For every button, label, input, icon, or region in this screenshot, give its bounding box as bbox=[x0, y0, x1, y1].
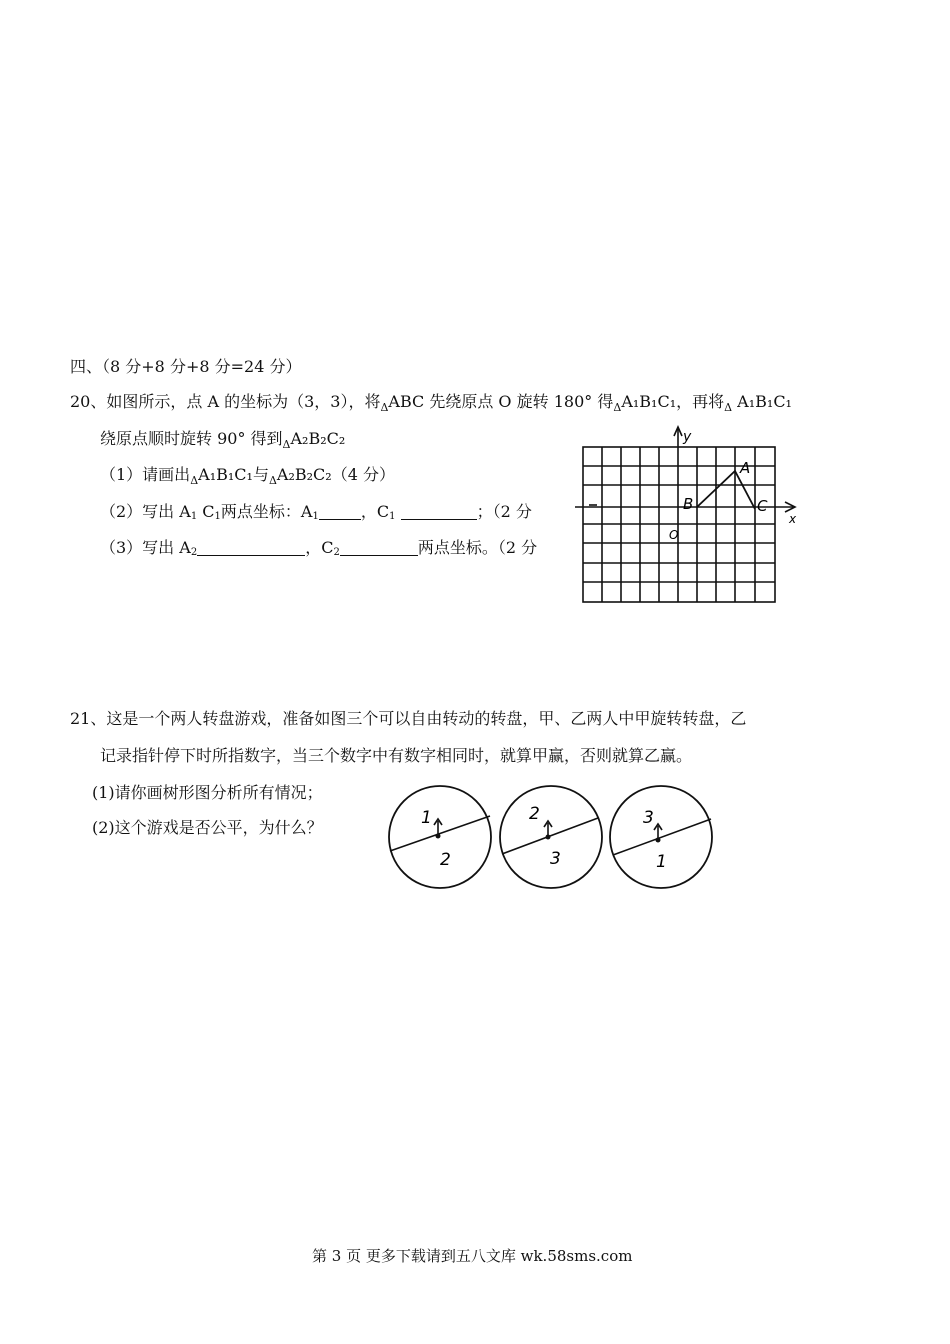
triangle-symbol: Δ bbox=[282, 438, 291, 451]
subscript: 1 bbox=[389, 511, 396, 522]
spinner-2-bottom-number: 3 bbox=[550, 849, 561, 869]
triangle-a1b1c1: A₁B₁C₁ bbox=[737, 392, 792, 411]
grid-horizontal-lines bbox=[583, 466, 775, 582]
origin-label: O bbox=[669, 528, 679, 542]
q21-part1: (1)请你画树形图分析所有情况； bbox=[92, 783, 323, 802]
q21-line1: 21、这是一个两人转盘游戏，准备如图三个可以自由转动的转盘，甲、乙两人中甲旋转转盘，乙 bbox=[70, 709, 747, 728]
spinner-2 bbox=[498, 785, 604, 891]
q20-p1-a: （1）请画出 bbox=[100, 465, 191, 484]
triangle-symbol: Δ bbox=[380, 401, 389, 414]
point-c-label: C bbox=[757, 497, 768, 515]
q20-part3 bbox=[100, 537, 537, 564]
subscript: 2 bbox=[190, 547, 198, 558]
triangle-symbol: Δ bbox=[613, 401, 622, 414]
q20-p3-b: ，C bbox=[305, 538, 334, 557]
q20-line1-b: ABC 先绕原点 O 旋转 180° 得 bbox=[388, 392, 614, 411]
y-axis-label: y bbox=[683, 429, 692, 445]
q20-part2 bbox=[100, 501, 532, 528]
triangle-a2b2c2: A₂B₂C₂ bbox=[276, 465, 332, 484]
triangle-symbol: Δ bbox=[268, 474, 277, 487]
spinner-2-top-number: 2 bbox=[529, 804, 540, 824]
spinner-1-bottom-number: 2 bbox=[440, 850, 451, 870]
q20-line2-a: 绕原点顺时旋转 90° 得到 bbox=[100, 429, 283, 448]
q20-line1-c: ，再将 bbox=[676, 392, 725, 411]
q20-p1-b: 与 bbox=[252, 465, 269, 484]
spinner-3 bbox=[608, 785, 714, 891]
q21-line2: 记录指针停下时所指数字，当三个数字中有数字相同时，就算甲赢，否则就算乙赢。 bbox=[100, 746, 693, 765]
triangle-a1b1c1: A₁B₁C₁ bbox=[621, 392, 677, 411]
subscript: 1 bbox=[214, 511, 221, 522]
answer-blank-c2[interactable] bbox=[340, 540, 418, 556]
subscript: 1 bbox=[190, 511, 198, 522]
spinner-1-top-number: 1 bbox=[421, 808, 432, 828]
spinner-3-bottom-number: 1 bbox=[656, 852, 667, 872]
point-b-label: B bbox=[683, 495, 694, 513]
q20-p3-c: 两点坐标。（2 分 bbox=[417, 538, 538, 557]
q21-part2: (2)这个游戏是否公平，为什么？ bbox=[92, 818, 323, 837]
triangle-symbol: Δ bbox=[724, 401, 733, 414]
q20-p2-d: ，C bbox=[360, 502, 390, 521]
q20-p2-e: ；（2 分 bbox=[476, 502, 532, 521]
q20-line2 bbox=[100, 428, 345, 456]
triangle-a1b1c1: A₁B₁C₁ bbox=[198, 465, 253, 484]
coordinate-grid-figure bbox=[575, 425, 805, 610]
spinner-1 bbox=[388, 785, 494, 891]
page-footer: 第 3 页 更多下载请到五八文库 wk.58sms.com bbox=[312, 1247, 633, 1265]
spinner-3-top-number: 3 bbox=[643, 808, 654, 828]
q20-line1 bbox=[70, 391, 792, 419]
point-a-label: A bbox=[740, 459, 751, 477]
q20-part1 bbox=[100, 464, 395, 492]
q20-p3-a: （3）写出 A bbox=[100, 538, 191, 557]
q20-p2-b: C bbox=[197, 502, 215, 521]
q20-line1-a: 20、如图所示，点 A 的坐标为（3，3），将 bbox=[70, 392, 381, 411]
section-heading: 四、（8 分+8 分+8 分=24 分） bbox=[70, 357, 302, 376]
answer-blank-a2[interactable] bbox=[197, 540, 305, 556]
subscript: 2 bbox=[333, 547, 340, 558]
answer-blank-c1[interactable] bbox=[401, 504, 477, 520]
triangle-symbol: Δ bbox=[190, 474, 199, 487]
q20-p1-c: （4 分） bbox=[331, 465, 395, 484]
q20-p2-c: 两点坐标：A bbox=[220, 502, 313, 521]
q20-p2-a: （2）写出 A bbox=[100, 502, 191, 521]
answer-blank-a1[interactable] bbox=[319, 504, 361, 520]
x-axis-label: x bbox=[789, 512, 797, 526]
triangle-a2b2c2: A₂B₂C₂ bbox=[290, 429, 346, 448]
subscript: 1 bbox=[312, 511, 319, 522]
